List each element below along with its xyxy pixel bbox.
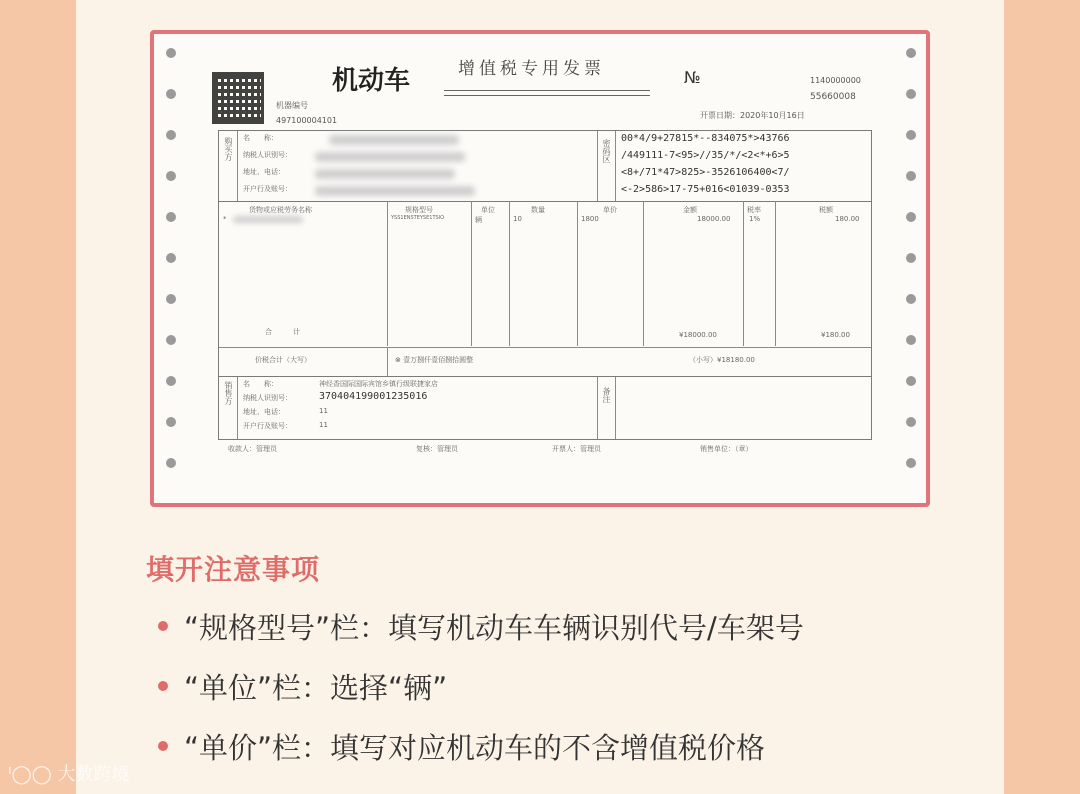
- punch-hole: [906, 335, 916, 345]
- machine-no: 497100004101: [276, 116, 338, 125]
- watermark: [8, 760, 129, 786]
- seller-tax-id: 370404199001235016: [319, 391, 428, 402]
- goods-table: [218, 201, 872, 377]
- password-line: /449111-7<95>//35/*/<2<*+6>5: [621, 150, 790, 161]
- punch-hole: [906, 130, 916, 140]
- col-price-header: 单价: [603, 206, 617, 214]
- total-tax: ¥180.00: [821, 331, 850, 339]
- seller-bank-label: 开户行及账号：: [243, 422, 292, 430]
- seller-taxid-label: 纳税人识别号：: [243, 394, 292, 402]
- invoice-code-1: 1140000000: [810, 76, 861, 85]
- seller-stamp: 销售单位：（章）: [700, 445, 753, 453]
- password-section-label: 密码区: [602, 139, 611, 163]
- title-underline: [444, 90, 650, 96]
- redacted-text: [315, 169, 455, 179]
- seller-name-label: 名 称：: [243, 380, 278, 388]
- watermark-text: 大数跨境: [57, 764, 130, 785]
- col-tax-header: 税额: [819, 206, 833, 214]
- punch-hole: [906, 417, 916, 427]
- seller-section-label: 销售方: [224, 381, 233, 405]
- punch-hole: [906, 458, 916, 468]
- row-qty: 10: [513, 215, 522, 223]
- buyer-name-label: 名 称：: [243, 134, 278, 142]
- seller-name: 神经香国际国际宾馆乡镇行级联捷家店: [319, 380, 438, 388]
- password-line: <8+/71*47>825>-3526106400<7/: [621, 167, 790, 178]
- buyer-address-label: 地址、电话：: [243, 168, 285, 176]
- punch-hole: [906, 171, 916, 181]
- punch-hole: [166, 376, 176, 386]
- row-rate: 1%: [749, 215, 761, 223]
- machine-no-label: 机器编号: [276, 101, 308, 110]
- invoice-no-label: №: [684, 68, 701, 87]
- col-qty-header: 数量: [531, 206, 545, 214]
- invoice-subtitle: 增值税专用发票: [458, 59, 605, 79]
- issue-date: 开票日期：2020年10月16日: [700, 111, 805, 120]
- punch-hole: [166, 294, 176, 304]
- note-text: “单位”栏：选择“辆”: [184, 671, 448, 705]
- col-rate-header: 税率: [747, 206, 761, 214]
- note-text: “单价”栏：填写对应机动车的不含增值税价格: [184, 731, 766, 765]
- notes-title: 填开注意事项: [146, 553, 321, 586]
- grand-total-words: ⊗ 壹万捌仟壹佰捌拾圆整: [395, 356, 474, 364]
- password-line: 00*4/9+27815*--834075*>43766: [621, 133, 790, 144]
- punch-hole: [166, 212, 176, 222]
- redacted-text: [329, 135, 459, 145]
- note-item: [158, 726, 765, 767]
- punch-hole: [906, 89, 916, 99]
- punch-hole: [906, 294, 916, 304]
- bullet-icon: [158, 681, 168, 691]
- watermark-logo-icon: ᑊ◯◯: [8, 764, 58, 785]
- invoice-paper: [150, 30, 930, 507]
- punch-hole: [166, 48, 176, 58]
- seller-bank: 11: [319, 421, 328, 429]
- drawer: 开票人：管理员: [552, 445, 601, 453]
- reviewer: 复核：管理员: [416, 445, 458, 453]
- punch-hole: [906, 48, 916, 58]
- grand-total-small: （小写）¥18180.00: [689, 356, 755, 364]
- remarks-label: 备注: [602, 387, 611, 403]
- note-item: [158, 666, 447, 707]
- punch-hole: [906, 376, 916, 386]
- total-label: 合 计: [265, 328, 300, 336]
- grand-total-label: 价税合计（大写）: [255, 356, 311, 364]
- punch-hole: [166, 89, 176, 99]
- buyer-bank-label: 开户行及账号：: [243, 185, 292, 193]
- seller-block: [218, 376, 872, 440]
- punch-hole: [166, 458, 176, 468]
- password-line: <-2>586>17-75+016<01039-0353: [621, 184, 790, 195]
- total-amount: ¥18000.00: [679, 331, 717, 339]
- bullet-icon: [158, 741, 168, 751]
- punch-hole: [166, 417, 176, 427]
- punch-hole: [166, 253, 176, 263]
- redacted-text: [315, 186, 475, 196]
- buyer-block: [218, 130, 872, 202]
- seller-address-label: 地址、电话：: [243, 408, 285, 416]
- redacted-text: [315, 152, 465, 162]
- punch-hole: [166, 335, 176, 345]
- col-spec-header: 规格型号: [405, 206, 433, 214]
- row-amount: 18000.00: [697, 215, 731, 223]
- punch-hole: [906, 212, 916, 222]
- buyer-taxid-label: 纳税人识别号：: [243, 151, 292, 159]
- punch-hole: [166, 171, 176, 181]
- col-item-header: 货物或应税劳务名称: [249, 206, 312, 214]
- row-item: *: [223, 215, 227, 223]
- buyer-section-label: 购买方: [224, 137, 233, 161]
- row-spec: YSS1ENSTEYSE1TSIO: [391, 215, 445, 221]
- row-price: 1800: [581, 215, 599, 223]
- invoice-code-2: 55660008: [810, 92, 856, 102]
- invoice-title: 机动车: [332, 66, 411, 96]
- seller-address: 11: [319, 407, 328, 415]
- col-unit-header: 单位: [481, 206, 495, 214]
- qr-code-icon: [212, 72, 264, 124]
- note-item: [158, 606, 804, 647]
- bullet-icon: [158, 621, 168, 631]
- punch-hole: [166, 130, 176, 140]
- row-unit: 辆: [475, 216, 482, 224]
- punch-hole: [906, 253, 916, 263]
- col-amount-header: 金额: [683, 206, 697, 214]
- redacted-text: [233, 216, 303, 223]
- payee: 收款人：管理员: [228, 445, 277, 453]
- row-tax: 180.00: [835, 215, 860, 223]
- note-text: “规格型号”栏：填写机动车车辆识别代号/车架号: [184, 611, 804, 645]
